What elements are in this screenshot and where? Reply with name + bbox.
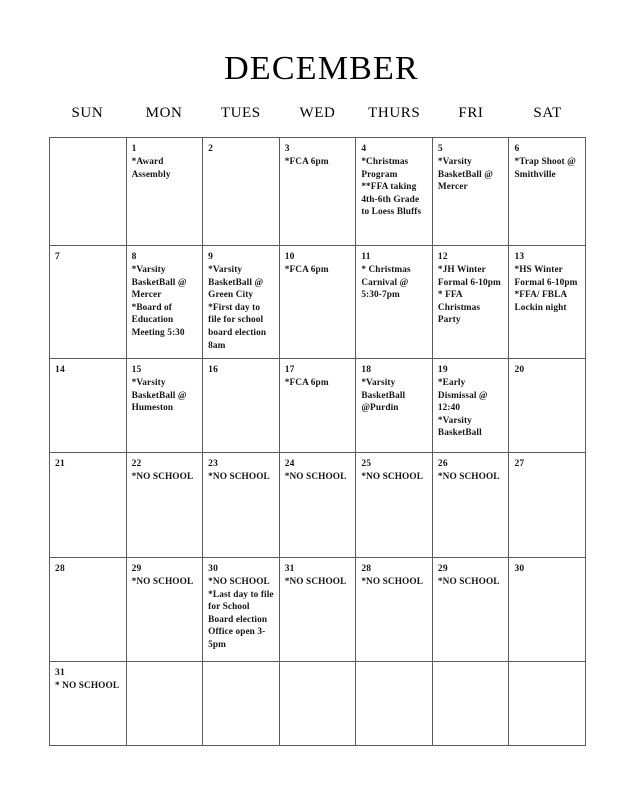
day-event: *Varsity BasketBall @ Mercer bbox=[131, 265, 187, 301]
day-event: *NO SCHOOL bbox=[208, 472, 270, 482]
calendar-day-cell-sun[interactable] bbox=[50, 359, 127, 453]
day-event: *Varsity BasketBall @Purdin bbox=[361, 378, 406, 414]
day-event: *Board of Education Meeting 5:30 bbox=[131, 302, 185, 338]
weekday-header-wed: WED bbox=[299, 105, 336, 121]
calendar-day-cell-sat[interactable] bbox=[509, 558, 586, 662]
day-event-list bbox=[132, 156, 198, 181]
day-event-list bbox=[514, 264, 580, 314]
day-number: 27 bbox=[514, 459, 525, 469]
day-number: 31 bbox=[55, 668, 65, 678]
day-number: 20 bbox=[514, 365, 525, 375]
day-number: 24 bbox=[284, 459, 295, 469]
day-event: *First day to file for school board election 8am bbox=[208, 302, 267, 351]
calendar-day-cell-sat[interactable] bbox=[509, 359, 586, 453]
calendar-day-cell-fri[interactable] bbox=[433, 138, 510, 246]
weekday-header-fri: FRI bbox=[458, 105, 484, 121]
day-number: 29 bbox=[131, 564, 142, 574]
day-number: 29 bbox=[437, 564, 448, 574]
day-number: 30 bbox=[208, 564, 219, 574]
day-event: *NO SCHOOL bbox=[208, 577, 270, 587]
calendar-day-cell-mon[interactable] bbox=[127, 662, 204, 746]
day-number: 19 bbox=[437, 365, 448, 375]
weekday-header-mon: MON bbox=[145, 105, 183, 121]
weekday-header-sat: SAT bbox=[533, 105, 562, 121]
calendar-day-cell-mon[interactable] bbox=[127, 359, 204, 453]
day-event-list bbox=[132, 576, 198, 589]
calendar-day-cell-fri[interactable] bbox=[433, 453, 510, 558]
calendar-day-cell-tues[interactable] bbox=[203, 359, 280, 453]
weekday-header-thurs: THURS bbox=[368, 105, 421, 121]
day-event-list bbox=[361, 377, 427, 415]
calendar-day-cell-wed[interactable] bbox=[280, 359, 357, 453]
calendar-day-cell-mon[interactable] bbox=[127, 138, 204, 246]
day-event-list bbox=[438, 377, 504, 440]
day-event: *NO SCHOOL bbox=[284, 472, 347, 482]
day-event-list bbox=[438, 576, 504, 589]
day-event-list bbox=[285, 156, 351, 169]
day-event: *FFA/ FBLA Lockin night bbox=[514, 290, 567, 313]
day-event: *NO SCHOOL bbox=[361, 577, 424, 587]
page-title: DECEMBER bbox=[224, 50, 419, 87]
calendar-day-cell-sat[interactable] bbox=[509, 662, 586, 746]
calendar-day-cell-tues[interactable] bbox=[203, 662, 280, 746]
calendar-day-cell-sun[interactable] bbox=[50, 138, 127, 246]
day-event: *NO SCHOOL bbox=[131, 472, 194, 482]
calendar-week-row bbox=[50, 662, 586, 746]
day-number: 26 bbox=[437, 459, 448, 469]
day-event: * NO SCHOOL bbox=[55, 681, 120, 691]
day-number: 16 bbox=[208, 365, 219, 375]
calendar-day-cell-sun[interactable] bbox=[50, 558, 127, 662]
day-event-list bbox=[361, 156, 427, 219]
day-number: 17 bbox=[284, 365, 295, 375]
weekday-header-sun: SUN bbox=[71, 105, 104, 121]
calendar-day-cell-fri[interactable] bbox=[433, 359, 510, 453]
day-number: 10 bbox=[284, 252, 295, 262]
calendar-week-row bbox=[50, 453, 586, 558]
day-number: 14 bbox=[55, 365, 65, 375]
calendar-day-cell-sat[interactable] bbox=[509, 246, 586, 359]
calendar-day-cell-sat[interactable] bbox=[509, 453, 586, 558]
calendar-day-cell-thurs[interactable] bbox=[356, 453, 433, 558]
day-event-list bbox=[285, 471, 351, 484]
day-number: 5 bbox=[437, 144, 443, 154]
day-number: 25 bbox=[361, 459, 372, 469]
day-number: 2 bbox=[208, 144, 214, 154]
calendar-day-cell-sun[interactable] bbox=[50, 662, 127, 746]
day-event-list bbox=[208, 264, 274, 352]
weekday-header-tues: TUES bbox=[220, 105, 261, 121]
day-number: 7 bbox=[55, 252, 60, 262]
calendar-day-cell-tues[interactable] bbox=[203, 558, 280, 662]
weekday-header-row bbox=[49, 105, 586, 122]
day-number: 30 bbox=[514, 564, 525, 574]
day-number: 6 bbox=[514, 144, 520, 154]
day-event-list bbox=[438, 156, 504, 194]
day-event: *Varsity BasketBall @ Mercer bbox=[437, 157, 493, 193]
day-event: **FFA taking 4th-6th Grade to Loess Bluffs bbox=[361, 182, 422, 218]
calendar-day-cell-tues[interactable] bbox=[203, 138, 280, 246]
calendar-day-cell-wed[interactable] bbox=[280, 558, 357, 662]
day-number: 11 bbox=[361, 252, 371, 262]
day-number: 13 bbox=[514, 252, 525, 262]
day-event: *NO SCHOOL bbox=[437, 577, 500, 587]
day-event-list bbox=[361, 264, 427, 302]
calendar-day-cell-wed[interactable] bbox=[280, 453, 357, 558]
day-event: * FFA Christmas Party bbox=[437, 290, 481, 326]
day-event: *FCA 6pm bbox=[284, 265, 329, 275]
day-number: 22 bbox=[131, 459, 142, 469]
calendar-day-cell-fri[interactable] bbox=[433, 662, 510, 746]
calendar-day-cell-fri[interactable] bbox=[433, 558, 510, 662]
calendar-day-cell-tues[interactable] bbox=[203, 453, 280, 558]
day-event: *Early Dismissal @ 12:40 bbox=[437, 378, 488, 414]
day-event-list bbox=[132, 377, 198, 415]
day-event: *FCA 6pm bbox=[284, 157, 329, 167]
day-event-list bbox=[208, 471, 274, 484]
calendar-day-cell-thurs[interactable] bbox=[356, 359, 433, 453]
day-number: 23 bbox=[208, 459, 219, 469]
calendar-day-cell-sat[interactable] bbox=[509, 138, 586, 246]
day-number: 12 bbox=[437, 252, 448, 262]
calendar-day-cell-fri[interactable] bbox=[433, 246, 510, 359]
day-event-list bbox=[514, 156, 580, 181]
day-event: *Christmas Program bbox=[361, 157, 409, 180]
day-event: *NO SCHOOL bbox=[131, 577, 194, 587]
day-event: *NO SCHOOL bbox=[437, 472, 500, 482]
day-number: 31 bbox=[284, 564, 295, 574]
calendar-day-cell-tues[interactable] bbox=[203, 246, 280, 359]
calendar-week-row bbox=[50, 558, 586, 662]
calendar-day-cell-mon[interactable] bbox=[127, 558, 204, 662]
calendar-grid bbox=[49, 137, 586, 746]
day-number: 21 bbox=[55, 459, 65, 469]
day-event-list bbox=[361, 471, 427, 484]
calendar-day-cell-thurs[interactable] bbox=[356, 558, 433, 662]
calendar-week-row bbox=[50, 138, 586, 246]
day-number: 4 bbox=[361, 144, 367, 154]
day-event-list bbox=[361, 576, 427, 589]
day-event: *JH Winter Formal 6-10pm bbox=[437, 265, 501, 288]
calendar-day-cell-mon[interactable] bbox=[127, 453, 204, 558]
day-event-list bbox=[208, 576, 274, 652]
day-event-list bbox=[285, 377, 351, 390]
day-number: 1 bbox=[131, 144, 137, 154]
day-event-list bbox=[132, 471, 198, 484]
calendar-day-cell-thurs[interactable] bbox=[356, 246, 433, 359]
day-event: *FCA 6pm bbox=[284, 378, 329, 388]
calendar-day-cell-sun[interactable] bbox=[50, 246, 127, 359]
day-number: 28 bbox=[55, 564, 65, 574]
calendar-day-cell-mon[interactable] bbox=[127, 246, 204, 359]
day-number: 9 bbox=[208, 252, 214, 262]
day-number: 15 bbox=[131, 365, 142, 375]
day-event: * Christmas Carnival @ 5:30-7pm bbox=[361, 265, 411, 301]
day-event: *Varsity BasketBall bbox=[437, 415, 482, 439]
calendar-day-cell-thurs[interactable] bbox=[356, 138, 433, 246]
day-event-list bbox=[438, 471, 504, 484]
day-event-list bbox=[438, 264, 504, 327]
day-event: *Trap Shoot @ Smithville bbox=[514, 157, 576, 180]
day-event-list bbox=[285, 264, 351, 277]
day-number: 3 bbox=[284, 144, 290, 154]
day-event-list bbox=[285, 576, 351, 589]
day-event: *Last day to file for School Board election Office open 3-5pm bbox=[208, 589, 274, 650]
day-number: 18 bbox=[361, 365, 372, 375]
calendar-day-cell-sun[interactable] bbox=[50, 453, 127, 558]
calendar-week-row bbox=[50, 246, 586, 359]
calendar-week-row bbox=[50, 359, 586, 453]
day-event: *HS Winter Formal 6-10pm bbox=[514, 265, 578, 288]
calendar-day-cell-wed[interactable] bbox=[280, 662, 357, 746]
day-event: *NO SCHOOL bbox=[361, 472, 424, 482]
day-event: *NO SCHOOL bbox=[284, 577, 347, 587]
day-event-list bbox=[55, 680, 121, 693]
day-number: 28 bbox=[361, 564, 372, 574]
day-event: *Award Assembly bbox=[131, 157, 171, 180]
day-number: 8 bbox=[131, 252, 137, 262]
calendar-day-cell-wed[interactable] bbox=[280, 138, 357, 246]
day-event-list bbox=[132, 264, 198, 340]
calendar-day-cell-wed[interactable] bbox=[280, 246, 357, 359]
day-event: *Varsity BasketBall @ Green City bbox=[208, 265, 264, 301]
calendar-day-cell-thurs[interactable] bbox=[356, 662, 433, 746]
day-event: *Varsity BasketBall @ Humeston bbox=[131, 378, 187, 414]
